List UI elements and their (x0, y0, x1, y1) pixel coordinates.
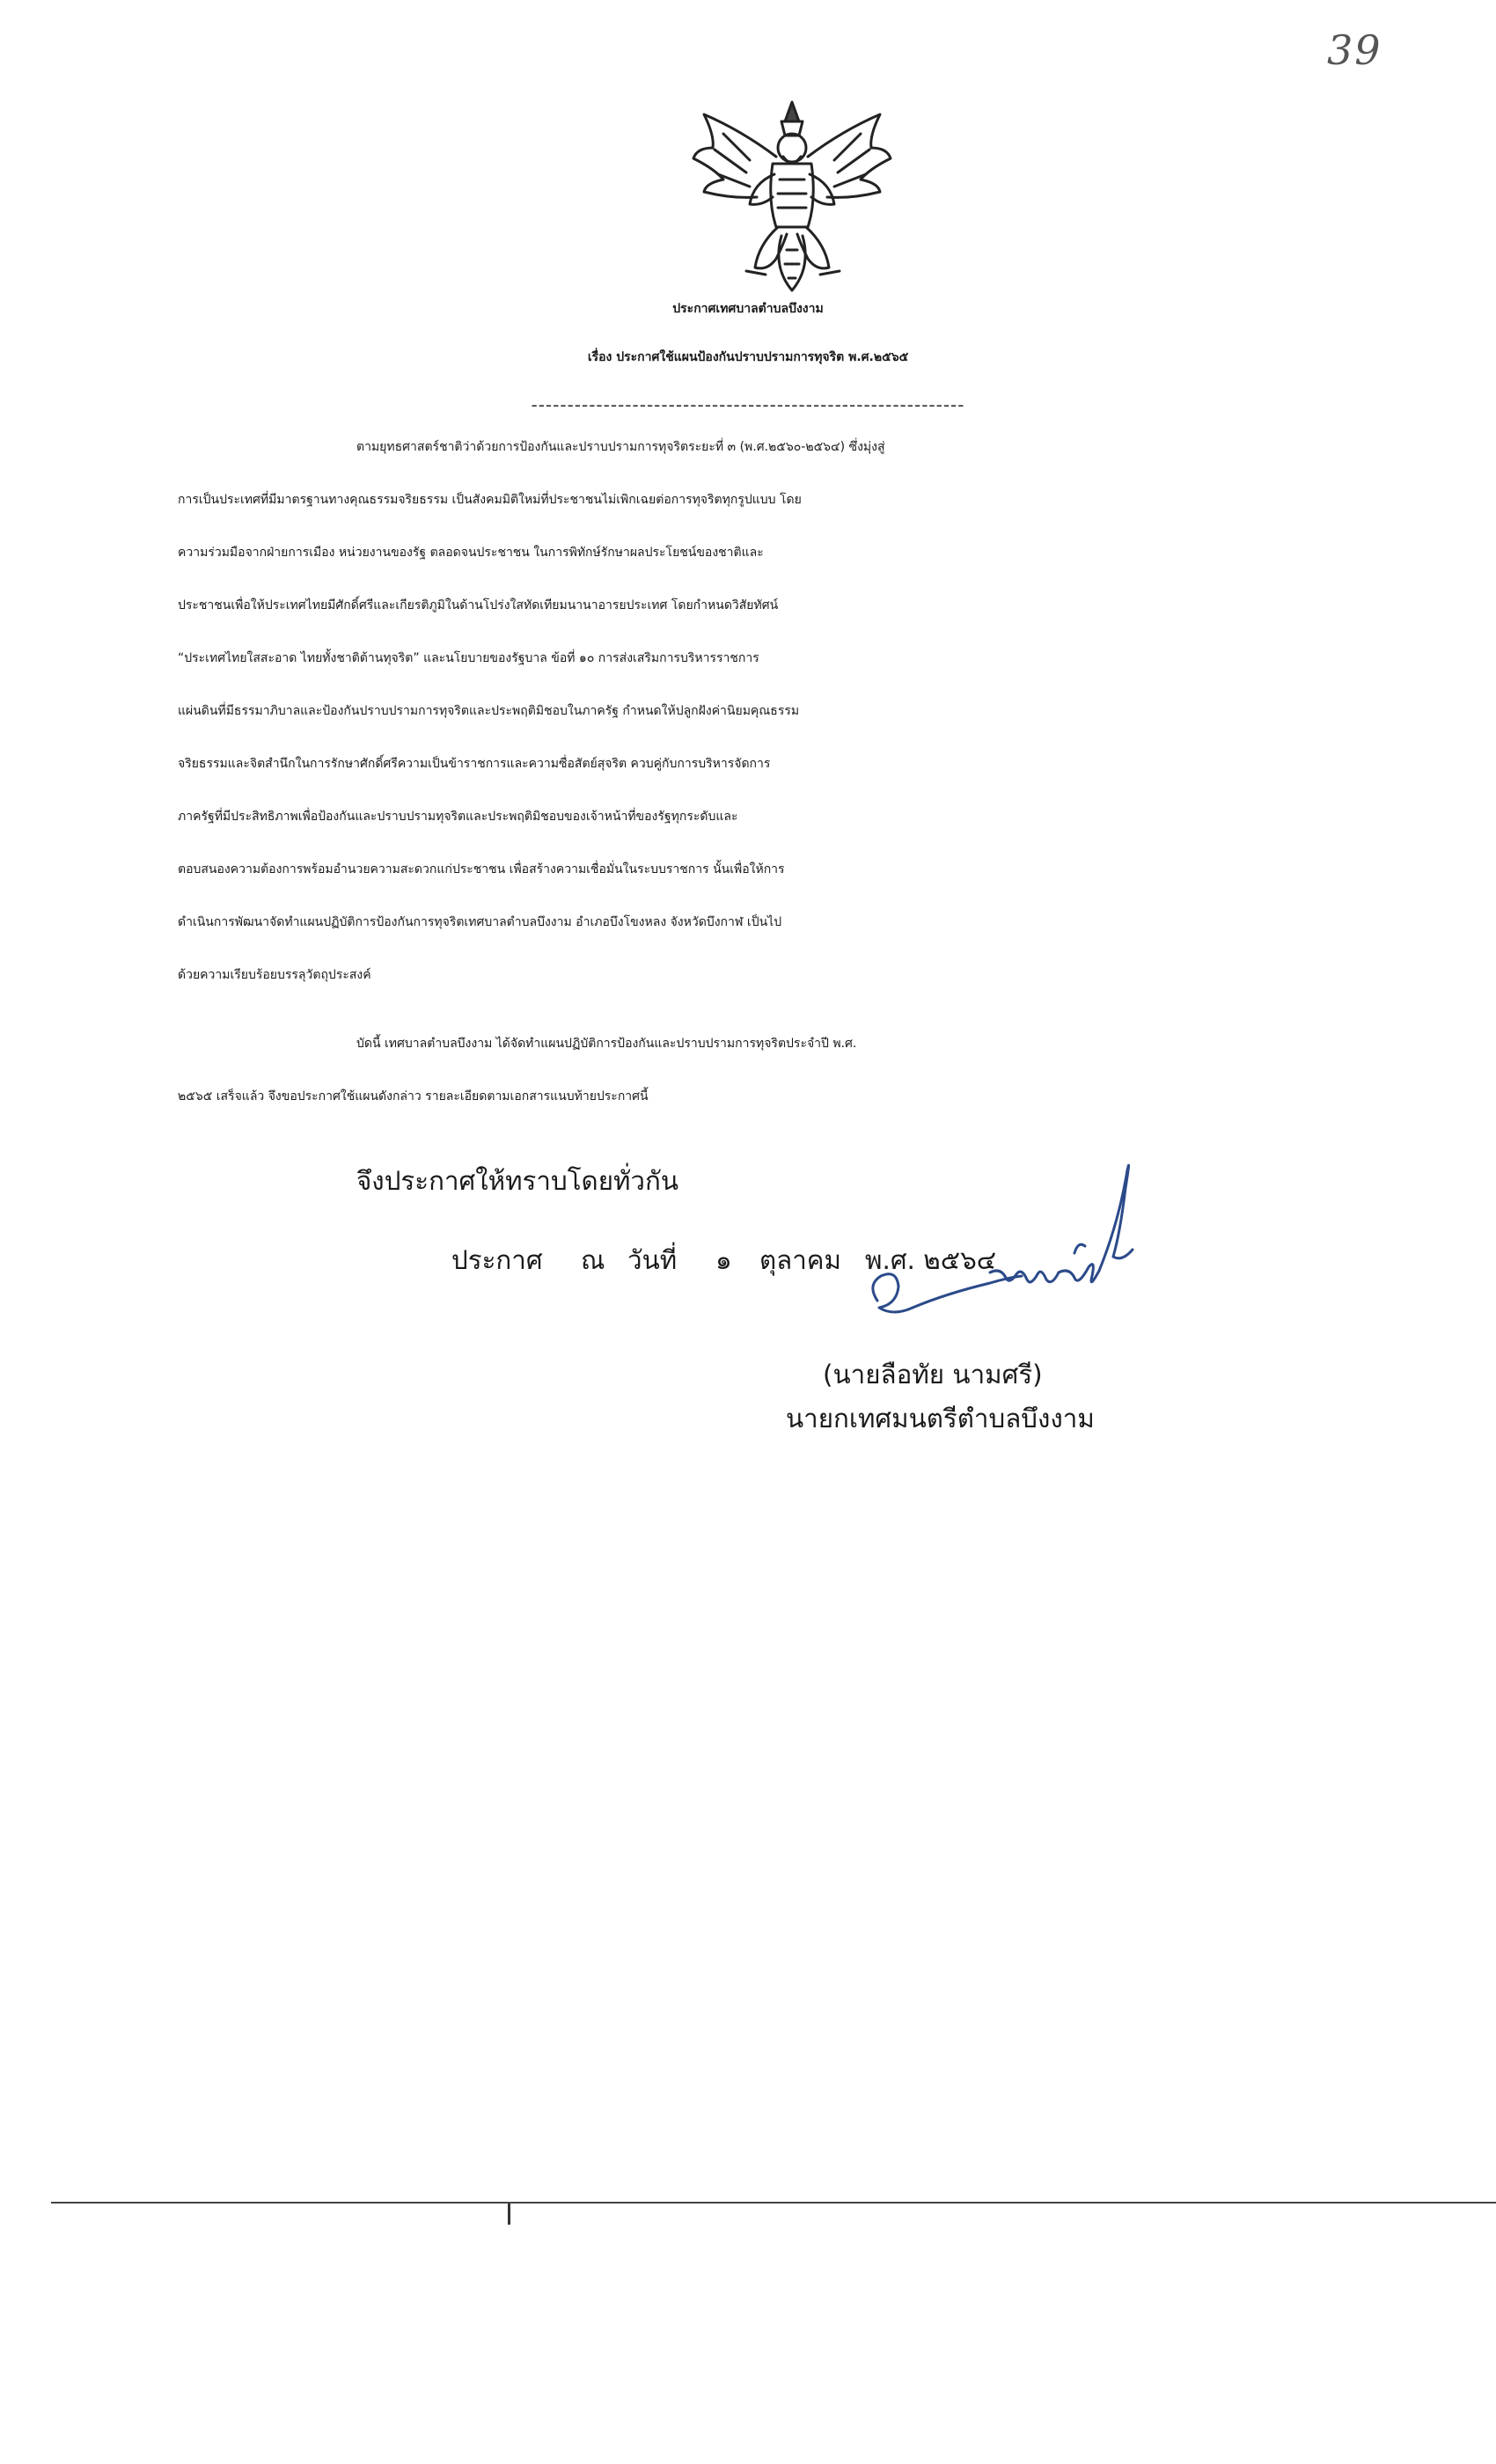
paragraph-1-line: ภาครัฐที่มีประสิทธิภาพเพื่อป้องกันและปราบปรามทุจริตและประพฤติมิชอบของเจ้าหน้าที่ของรัฐทุกระดับและ (178, 810, 738, 824)
paragraph-2-line: บัดนี้ เทศบาลตำบลบึงงาม ได้จัดทำแผนปฏิบัติการป้องกันและปราบปรามการทุจริตประจำปี พ.ศ. (356, 1037, 857, 1051)
paragraph-1-line: ความร่วมมือจากฝ่ายการเมือง หน่วยงานของรัฐ ตลอดจนประชาชน ในการพิทักษ์รักษาผลประโยชน์ของชาติและ (178, 546, 764, 560)
garuda-emblem-icon (688, 95, 896, 303)
paragraph-1-line: จริยธรรมและจิตสำนึกในการรักษาศักดิ์ศรีความเป็นข้าราชการและความซื่อสัตย์สุจริต ควบคู่กับการบริหารจัดการ (178, 757, 771, 771)
handwritten-signature (858, 1135, 1175, 1364)
title-separator: ------------------------------------------------------------ (531, 394, 965, 415)
paragraph-1-line: แผ่นดินที่มีธรรมาภิบาลและป้องกันปราบปรามการทุจริตและประพฤติมิชอบในภาครัฐ กำหนดให้ปลูกฝังค่านิยมคุณธรรม (178, 704, 800, 718)
date-month: ตุลาคม (759, 1245, 841, 1275)
paragraph-1-line: “ประเทศไทยใสสะอาด ไทยทั้งชาติต้านทุจริต” และนโยบายของรัฐบาล ข้อที่ ๑๐ การส่งเสริมการบริหารราชการ (178, 651, 759, 665)
paragraph-1-line: ด้วยความเรียบร้อยบรรลุวัตถุประสงค์ (178, 968, 371, 982)
closing-statement: จึงประกาศให้ทราบโดยทั่วกัน (356, 1166, 679, 1196)
paragraph-1-line: การเป็นประเทศที่มีมาตรฐานทางคุณธรรมจริยธรรม เป็นสังคมมิติใหม่ที่ประชาชนไม่เพิกเฉยต่อการทุจริตทุกรูปแบบ โดย (178, 493, 802, 507)
date-announced-label: ประกาศ (451, 1245, 543, 1275)
footer-rule (51, 2202, 1496, 2204)
page-number: 39 (1327, 26, 1382, 74)
date-day-label: วันที่ (627, 1245, 678, 1275)
paragraph-1-line: ประชาชนเพื่อให้ประเทศไทยมีศักดิ์ศรีและเกียรติภูมิในด้านโปร่งใสทัดเทียมนานาอารยประเทศ โดยกำหนดวิสัยทัศน์ (178, 598, 779, 612)
paragraph-1-line: ตามยุทธศาสตร์ชาติว่าด้วยการป้องกันและปราบปรามการทุจริตระยะที่ ๓ (พ.ศ.๒๕๖๐-๒๕๖๔) ซึ่งมุ่งสู่ (356, 440, 885, 454)
paragraph-2-line: ๒๕๖๕ เสร็จแล้ว จึงขอประกาศใช้แผนดังกล่าว รายละเอียดตามเอกสารแนบท้ายประกาศนี้ (178, 1089, 649, 1104)
signatory-name: (นายลือทัย นามศรี) (823, 1360, 1043, 1390)
announcement-title: ประกาศเทศบาลตำบลบึงงาม (672, 302, 824, 316)
date-day: ๑ (715, 1245, 732, 1275)
paragraph-1-line: ตอบสนองความต้องการพร้อมอำนวยความสะดวกแก่ประชาชน เพื่อสร้างความเชื่อมั่นในระบบราชการ นั้นเพื่อให้การ (178, 862, 785, 876)
date-at-label: ณ (581, 1245, 605, 1275)
announcement-subject: เรื่อง ประกาศใช้แผนป้องกันปราบปรามการทุจริต พ.ศ.๒๕๖๕ (587, 350, 909, 364)
footer-tick (508, 2204, 510, 2225)
paragraph-1-line: ดำเนินการพัฒนาจัดทำแผนปฏิบัติการป้องกันการทุจริตเทศบาลตำบลบึงงาม อำเภอบึงโขงหลง จังหวัดบึงกาฬ เป็นไป (178, 915, 782, 929)
date-year: พ.ศ. ๒๕๖๔ (865, 1245, 997, 1275)
signatory-position: นายกเทศมนตรีตำบลบึงงาม (786, 1404, 1095, 1434)
